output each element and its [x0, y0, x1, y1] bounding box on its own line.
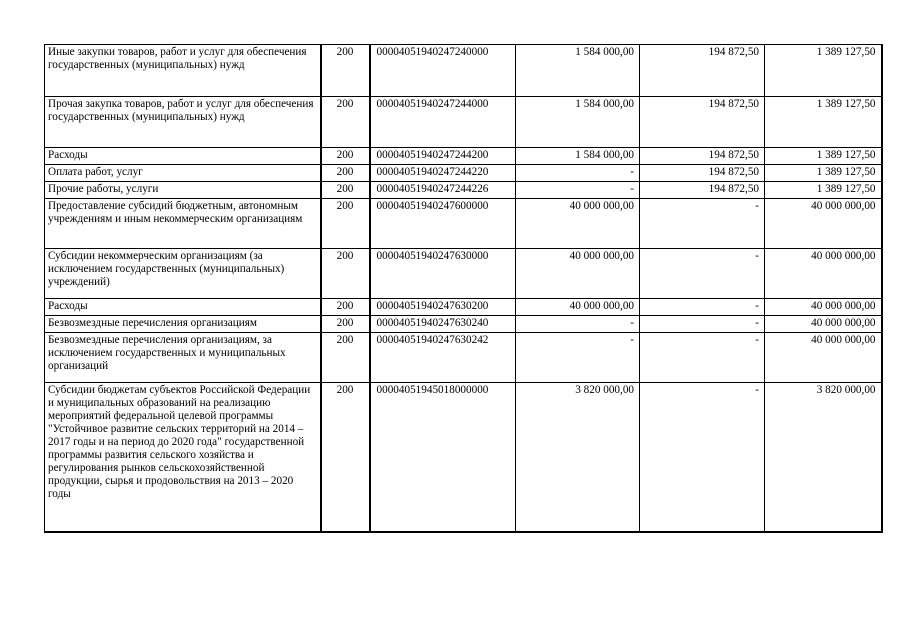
expense-name-cell: Предоставление субсидий бюджетным, автономным учреждениям и иным некоммерческим организациям	[45, 199, 321, 249]
expense-name-cell: Безвозмездные перечисления организациям	[45, 316, 321, 333]
approved-amount-cell: -	[516, 165, 640, 182]
unexecuted-amount-cell: 40 000 000,00	[765, 333, 882, 383]
budget-classification-code-cell: 00004051940247630200	[370, 299, 516, 316]
line-code-cell: 200	[321, 299, 370, 316]
expense-name-cell: Расходы	[45, 148, 321, 165]
line-code-cell: 200	[321, 97, 370, 148]
line-code-cell: 200	[321, 333, 370, 383]
approved-amount-cell: -	[516, 316, 640, 333]
executed-amount-cell: -	[640, 199, 765, 249]
executed-amount-cell: 194 872,50	[640, 45, 765, 97]
executed-amount-cell: -	[640, 299, 765, 316]
line-code-cell: 200	[321, 383, 370, 532]
table-row	[45, 199, 882, 249]
approved-amount-cell: 1 584 000,00	[516, 148, 640, 165]
budget-classification-code-cell: 00004051940247630000	[370, 249, 516, 299]
table-row	[45, 249, 882, 299]
executed-amount-cell: -	[640, 333, 765, 383]
expense-name-cell: Прочие работы, услуги	[45, 182, 321, 199]
table-row	[45, 165, 882, 182]
expense-name-cell: Иные закупки товаров, работ и услуг для обеспечения государственных (муниципальных) нужд	[45, 45, 321, 97]
table-row	[45, 182, 882, 199]
table-row	[45, 299, 882, 316]
executed-amount-cell: 194 872,50	[640, 97, 765, 148]
budget-classification-code-cell: 00004051945018000000	[370, 383, 516, 532]
approved-amount-cell: 1 584 000,00	[516, 97, 640, 148]
approved-amount-cell: 40 000 000,00	[516, 199, 640, 249]
approved-amount-cell: -	[516, 333, 640, 383]
table-row	[45, 45, 882, 97]
line-code-cell: 200	[321, 182, 370, 199]
line-code-cell: 200	[321, 165, 370, 182]
table-row	[45, 148, 882, 165]
unexecuted-amount-cell: 1 389 127,50	[765, 45, 882, 97]
budget-classification-code-cell: 00004051940247630242	[370, 333, 516, 383]
approved-amount-cell: 1 584 000,00	[516, 45, 640, 97]
executed-amount-cell: -	[640, 383, 765, 532]
budget-classification-code-cell: 00004051940247244200	[370, 148, 516, 165]
budget-classification-code-cell: 00004051940247240000	[370, 45, 516, 97]
approved-amount-cell: -	[516, 182, 640, 199]
expense-name-cell: Расходы	[45, 299, 321, 316]
unexecuted-amount-cell: 40 000 000,00	[765, 199, 882, 249]
budget-classification-code-cell: 00004051940247600000	[370, 199, 516, 249]
executed-amount-cell: 194 872,50	[640, 148, 765, 165]
executed-amount-cell: 194 872,50	[640, 165, 765, 182]
unexecuted-amount-cell: 1 389 127,50	[765, 97, 882, 148]
unexecuted-amount-cell: 40 000 000,00	[765, 299, 882, 316]
unexecuted-amount-cell: 1 389 127,50	[765, 148, 882, 165]
expense-name-cell: Прочая закупка товаров, работ и услуг для обеспечения государственных (муниципальных) нужд	[45, 97, 321, 148]
executed-amount-cell: -	[640, 316, 765, 333]
approved-amount-cell: 40 000 000,00	[516, 299, 640, 316]
table-row	[45, 333, 882, 383]
unexecuted-amount-cell: 1 389 127,50	[765, 182, 882, 199]
table-row	[45, 383, 882, 532]
expense-name-cell: Оплата работ, услуг	[45, 165, 321, 182]
line-code-cell: 200	[321, 199, 370, 249]
table-row	[45, 316, 882, 333]
line-code-cell: 200	[321, 316, 370, 333]
line-code-cell: 200	[321, 148, 370, 165]
approved-amount-cell: 3 820 000,00	[516, 383, 640, 532]
executed-amount-cell: 194 872,50	[640, 182, 765, 199]
budget-classification-code-cell: 00004051940247630240	[370, 316, 516, 333]
unexecuted-amount-cell: 40 000 000,00	[765, 249, 882, 299]
executed-amount-cell: -	[640, 249, 765, 299]
budget-classification-code-cell: 00004051940247244220	[370, 165, 516, 182]
budget-execution-table	[44, 44, 883, 533]
table-row	[45, 97, 882, 148]
approved-amount-cell: 40 000 000,00	[516, 249, 640, 299]
unexecuted-amount-cell: 1 389 127,50	[765, 165, 882, 182]
budget-classification-code-cell: 00004051940247244226	[370, 182, 516, 199]
budget-classification-code-cell: 00004051940247244000	[370, 97, 516, 148]
unexecuted-amount-cell: 3 820 000,00	[765, 383, 882, 532]
line-code-cell: 200	[321, 249, 370, 299]
unexecuted-amount-cell: 40 000 000,00	[765, 316, 882, 333]
expense-name-cell: Безвозмездные перечисления организациям, за исключением государственных и муниципальных организаций	[45, 333, 321, 383]
line-code-cell: 200	[321, 45, 370, 97]
expense-name-cell: Субсидии бюджетам субъектов Российской Федерации и муниципальных образований на реализацию мероприятий федеральной целевой программы "Устойчивое развитие сельских территорий на 2014 – 2017 годы и на период до 2020 года" государственной программы развития сельского хозяйства и регулирования рынков сельскохозяйственной продукции, сырья и продовольствия на 2013 – 2020 годы	[45, 383, 321, 532]
expense-name-cell: Субсидии некоммерческим организациям (за исключением государственных (муниципальных) учреждений)	[45, 249, 321, 299]
